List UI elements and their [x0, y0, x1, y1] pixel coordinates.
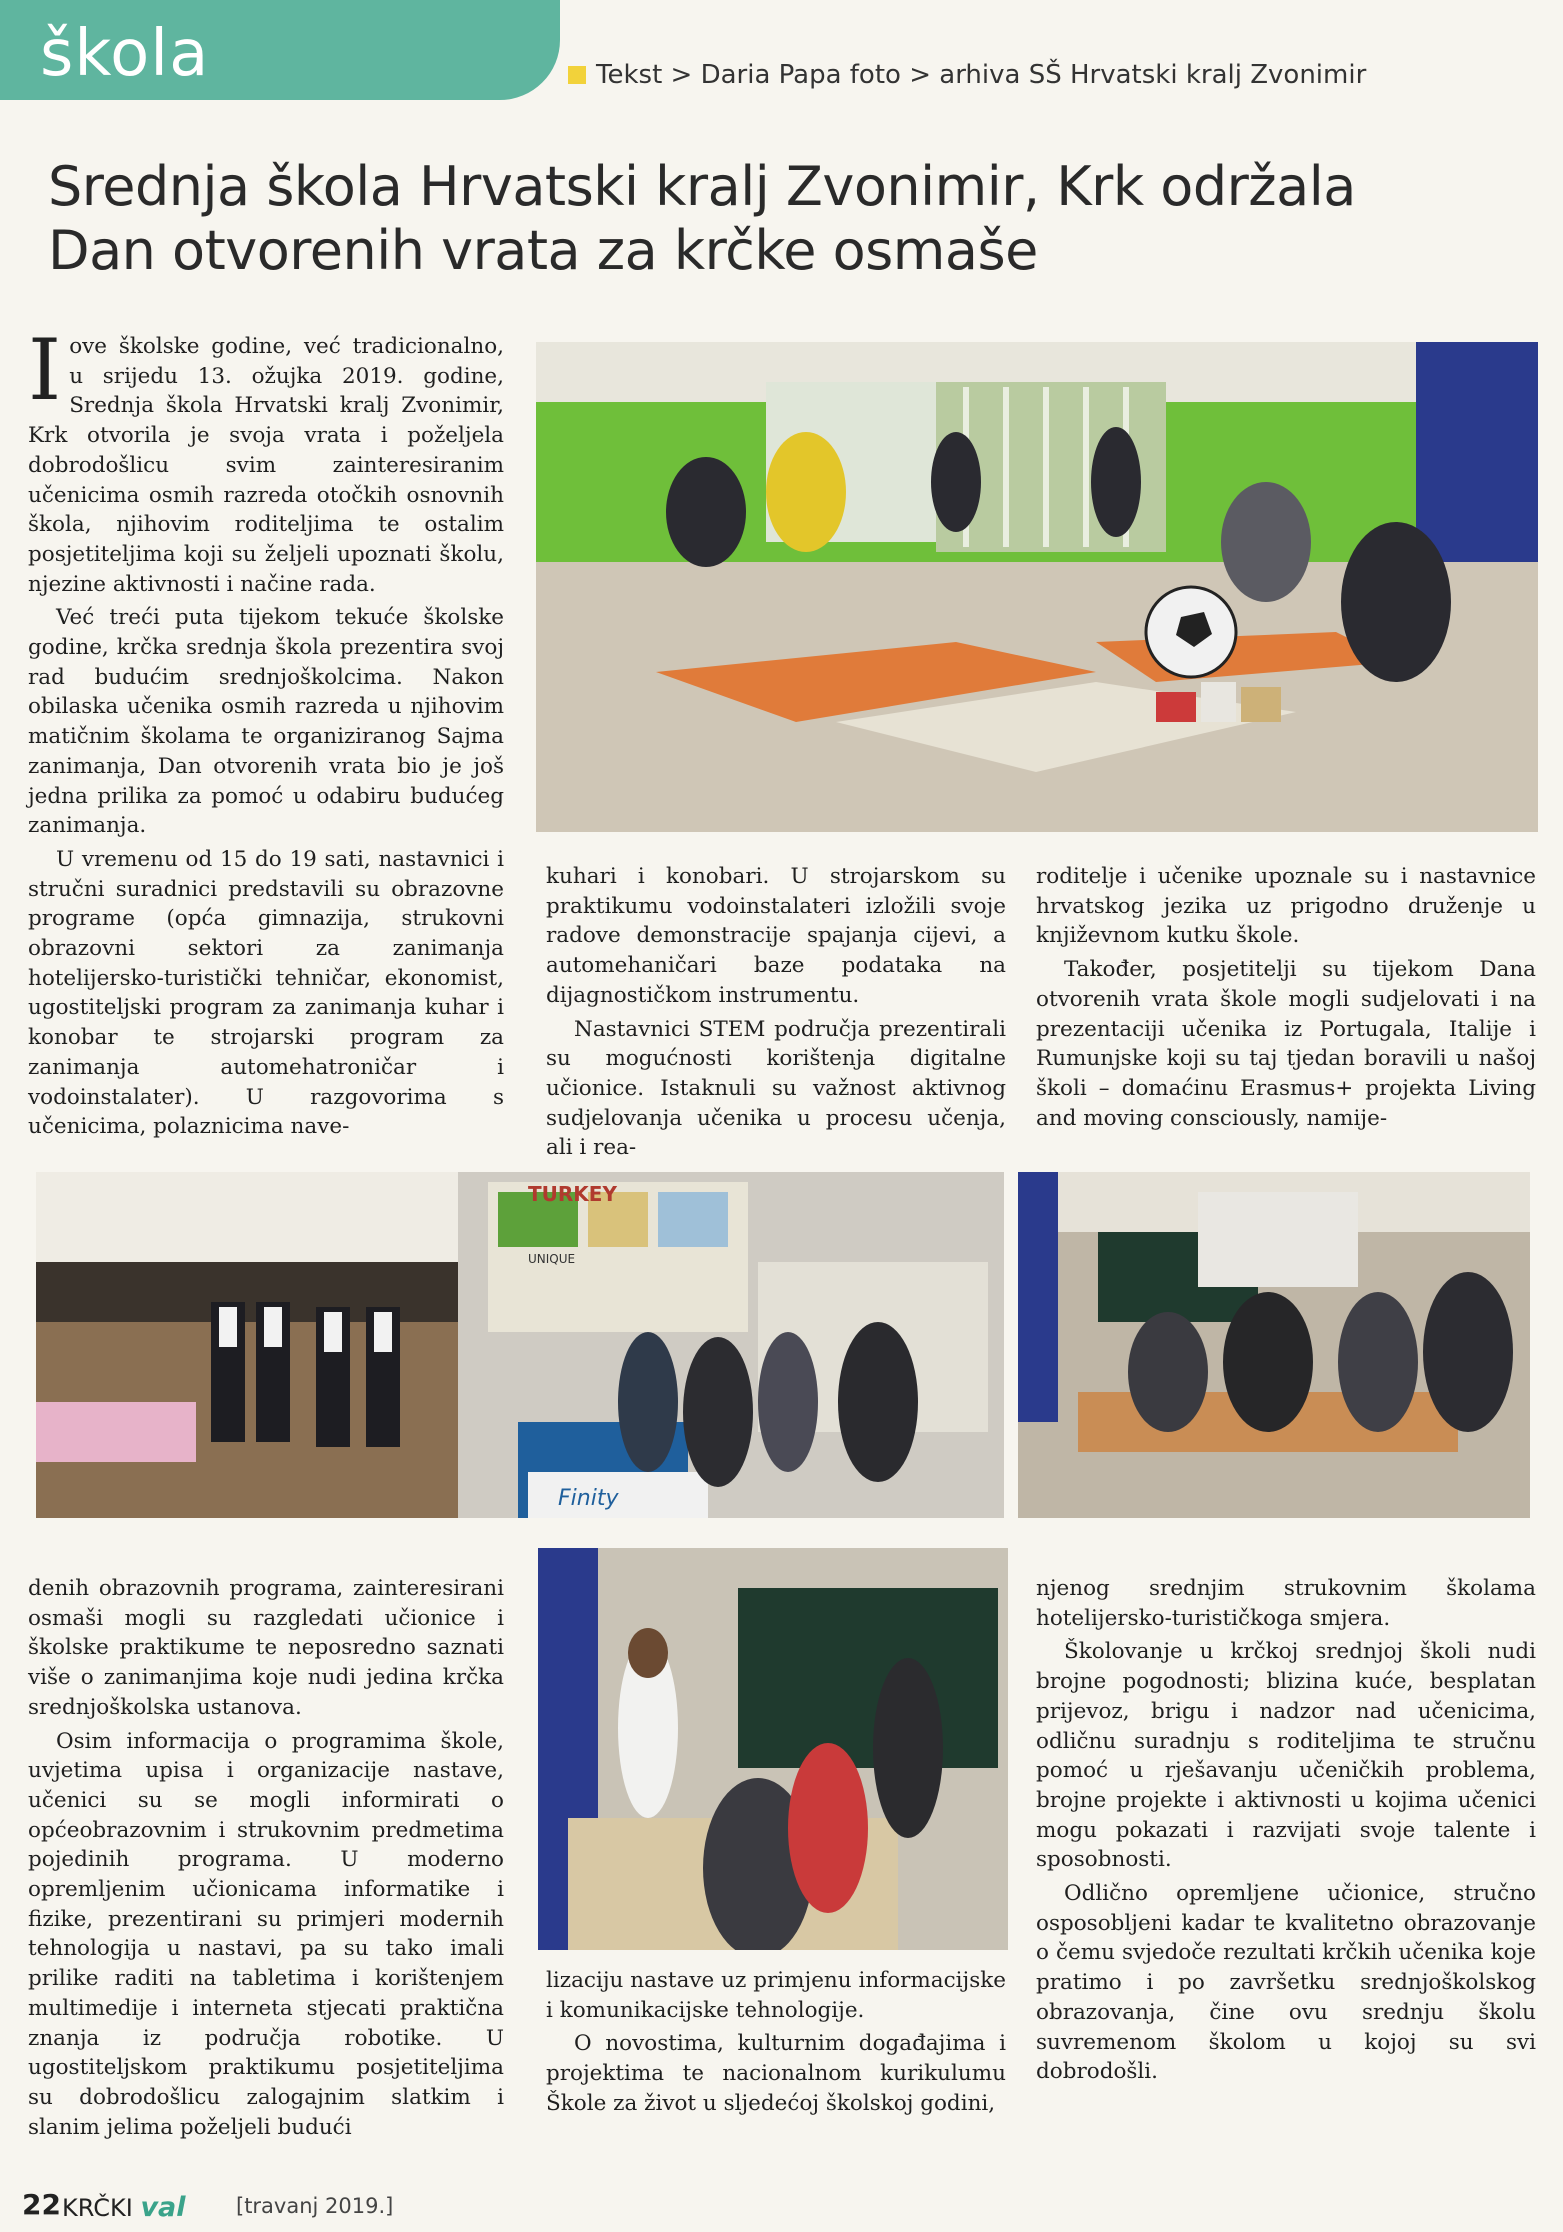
paragraph: roditelje i učenike upoznale su i nastavnice hrvatskog jezika uz prigodno druženje u književnom kutku škole.	[1036, 864, 1536, 949]
paragraph: ove školske godine, već tradicionalno, u srijedu 13. ožujka 2019. godine, Srednja škola Hrvatski kralj Zvonimir, Krk otvorila je svoja vrata i poželjela dobrodošlicu svim zainteresiranim učenicima osmih razreda otočkih osnovnih škola, njihovim roditeljima te ostalim posjetiteljima koji su željeli upoznati školu, njezine aktivnosti i načine rada.	[28, 334, 504, 597]
presentation-scene	[538, 1548, 1008, 1950]
publication-word-1: KRČKI	[62, 2194, 133, 2222]
publication-name	[62, 2192, 186, 2223]
issue-date: [travanj 2019.]	[236, 2194, 394, 2218]
byline	[568, 60, 1366, 90]
classroom-scene	[536, 342, 1538, 832]
poster-small-text: UNIQUE	[528, 1252, 576, 1266]
paragraph: lizaciju nastave uz primjenu informacijske i komunikacijske tehnologije.	[546, 1968, 1006, 2023]
paragraph: Školovanje u krčkoj srednjoj školi nudi brojne pogodnosti; blizina kuće, besplatan prijevoz, brigu i nadzor nad učenicima, odličnu suradnju s roditeljima te stručnu pomoć u rješavanju učeničkih problema, brojne projekte i aktivnosti u kojima učenici mogu pokazati i razvijati svoje talente i sposobnosti.	[1036, 1639, 1536, 1873]
paragraph: Odlično opremljene učionice, stručno osposobljeni kadar te kvalitetno obrazovanje o čemu svjedoče rezultati krčkih učenika koje pratimo i po završetku srednjoškolskog obrazovanja, čine ovu srednju školu suvremenom školom u kojoj su svi dobrodošli.	[1036, 1881, 1536, 2085]
column-1-top	[28, 321, 504, 1142]
erasmus-scene	[1018, 1172, 1530, 1518]
column-3-bottom	[1036, 1574, 1536, 2087]
photo-presentation	[538, 1548, 1008, 1950]
paragraph: O novostima, kulturnim događajima i projektima te nacionalnom kurikulumu Škole za život u sljedećoj školskoj godini,	[546, 2031, 1006, 2116]
drop-cap: I	[28, 321, 62, 419]
paragraph: U vremenu od 15 do 19 sati, nastavnici i stručni suradnici predstavili su obrazovne programe (opća gimnazija, strukovni obrazovni sektori za zanimanja hotelijersko-turistički tehničar, ekonomist, ugostiteljski program za zanimanja kuhar i konobar te strojarski program za zanimanja automehatroničar i vodoinstalater). U razgovorima s učenicima, polaznicima nave-	[28, 846, 504, 1140]
paragraph: Osim informacija o programima škole, uvjetima upisa i organizacije nastave, učenici su se mogli informirati o općeobrazovnim i strukovnim predmetima pojedinih programa. U moderno opremljenim učionicama informatike i fizike, prezentirani su primjeri modernih tehnologija u nastavi, pa su tako imali prilike raditi na tabletima i korištenjem multimedije i interneta stjecati praktična znanja iz područja robotike. U ugostiteljskom praktikumu posjetiteljima su dobrodošlicu zalogajnim slatkim i slanim jelima poželjeli budući	[28, 1728, 504, 2140]
waiters-scene	[36, 1172, 510, 1518]
banner-text: Finity	[558, 1486, 619, 1511]
section-label: škola	[40, 17, 210, 91]
title-line-2: Dan otvorenih vrata za krčke osmaše	[48, 219, 1038, 282]
paragraph: denih obrazovnih programa, zainteresirani osmaši mogli su razgledati učionice i školske praktikume te neposredno saznati više o zanimanjima koje nudi jedina krčka srednjoškolska ustanova.	[28, 1576, 504, 1720]
photo-exhibition	[458, 1172, 1004, 1518]
paragraph: Već treći puta tijekom tekuće školske godine, krčka srednja škola prezentira svoj rad budućim srednjoškolcima. Nakon obilaska učenika osmih razreda u njihovim matičnim školama te organiziranog Sajma zanimanja, Dan otvorenih vrata bio je još jedna prilika za pomoć u odabiru budućeg zanimanja.	[28, 605, 504, 839]
paragraph: Nastavnici STEM područja prezentirali su mogućnosti korištenja digitalne učionice. Istaknuli su važnost aktivnog sudjelovanja učenika u procesu učenja, ali i rea-	[546, 1016, 1006, 1161]
paragraph: kuhari i konobari. U strojarskom su praktikumu vodoinstalateri izložili svoje radove demonstracije spajanja cijevi, a automehaničari baze podataka na dijagnostičkom instrumentu.	[546, 864, 1006, 1008]
photo-erasmus	[1018, 1172, 1530, 1518]
column-2-bottom	[546, 1966, 1006, 2119]
page-title	[48, 155, 1528, 283]
page-number: 22	[22, 2188, 61, 2221]
column-2-top	[546, 862, 1006, 1163]
photo-waiters	[36, 1172, 510, 1518]
column-3-top	[1036, 862, 1536, 1133]
paragraph: njenog srednjim strukovnim školama hotelijersko-turističkoga smjera.	[1036, 1576, 1536, 1631]
exhibition-scene	[458, 1172, 1004, 1518]
poster-text: TURKEY	[528, 1182, 617, 1206]
title-line-1: Srednja škola Hrvatski kralj Zvonimir, Krk održala	[48, 155, 1356, 218]
bullet-square-icon	[568, 66, 586, 84]
paragraph: Također, posjetitelji su tijekom Dana otvorenih vrata škole mogli sudjelovati i na prezentaciji učenika iz Portugala, Italije i Rumunjske koji su taj tjedan boravili u našoj školi – domaćinu Erasmus+ projekta Living and moving consciously, namije-	[1036, 957, 1536, 1131]
photo-classroom	[536, 342, 1538, 832]
publication-word-2: val	[140, 2192, 186, 2223]
column-1-bottom	[28, 1574, 504, 2142]
credit-text: Tekst > Daria Papa foto > arhiva SŠ Hrvatski kralj Zvonimir	[596, 60, 1367, 90]
